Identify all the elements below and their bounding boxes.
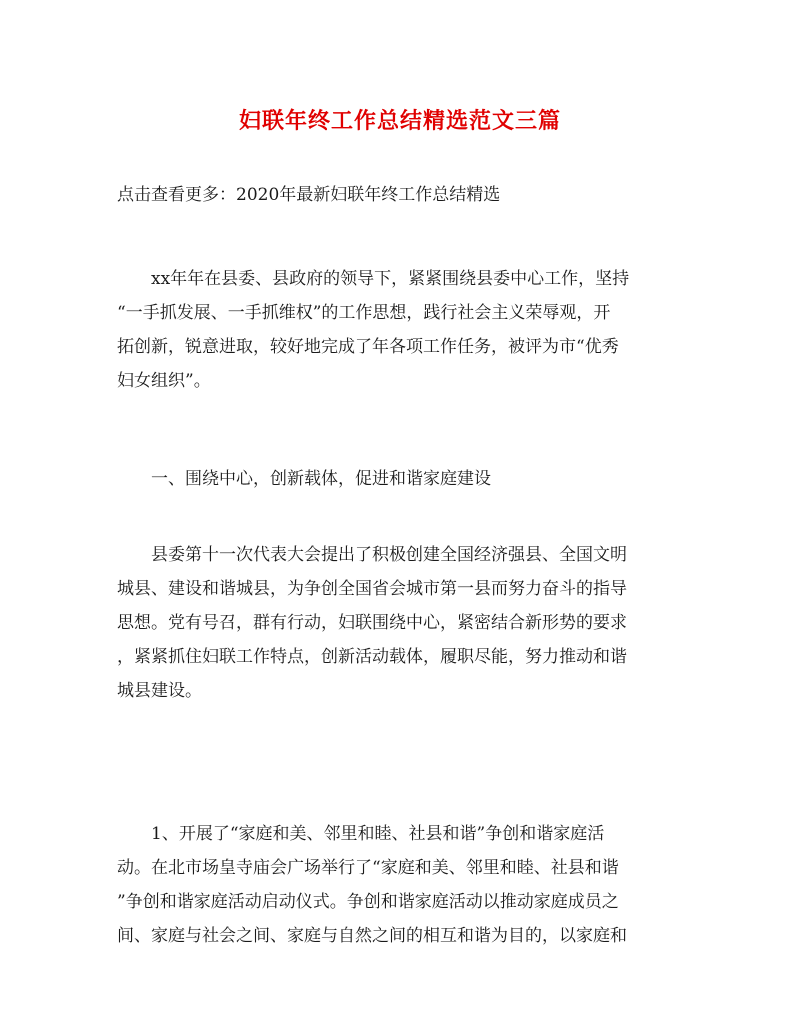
paragraph-line: ，紧紧抓住妇联工作特点，创新活动载体，履职尽能，努力推动和谐	[117, 647, 627, 667]
paragraph-line: 1、开展了“家庭和美、邻里和睦、社县和谐”争创和谐家庭活	[117, 824, 605, 844]
paragraph-line: 城县、建设和谐城县，为争创全国省会城市第一县而努力奋斗的指导	[117, 579, 627, 599]
paragraph-line: “一手抓发展、一手抓维权”的工作思想，践行社会主义荣辱观，开	[117, 303, 611, 323]
document-title: 妇联年终工作总结精选范文三篇	[238, 108, 561, 134]
paragraph-line: 城县建设。	[117, 681, 202, 701]
paragraph-line: xx年年在县委、县政府的领导下，紧紧围绕县委中心工作，坚持	[117, 269, 630, 289]
paragraph-line: ”争创和谐家庭活动启动仪式。争创和谐家庭活动以推动家庭成员之	[117, 892, 619, 912]
paragraph-line: 间、家庭与社会之间、家庭与自然之间的相互和谐为目的，以家庭和	[117, 926, 627, 946]
paragraph-intro	[117, 262, 687, 398]
paragraph-section-one	[117, 538, 687, 708]
paragraph-line: 动。在北市场皇寺庙会广场举行了“家庭和美、邻里和睦、社县和谐	[117, 858, 619, 878]
paragraph-line: 思想。党有号召，群有行动，妇联围绕中心，紧密结合新形势的要求	[117, 613, 627, 633]
paragraph-line: 妇女组织”。	[117, 371, 211, 391]
paragraph-line: 县委第十一次代表大会提出了积极创建全国经济强县、全国文明	[117, 545, 627, 565]
paragraph-line: 拓创新，锐意进取，较好地完成了年各项工作任务，被评为市“优秀	[117, 337, 619, 357]
more-link[interactable]: 点击查看更多：2020年最新妇联年终工作总结精选	[117, 185, 501, 205]
paragraph-item-one	[117, 817, 687, 953]
section-heading: 一、围绕中心，创新载体，促进和谐家庭建设	[117, 469, 491, 489]
